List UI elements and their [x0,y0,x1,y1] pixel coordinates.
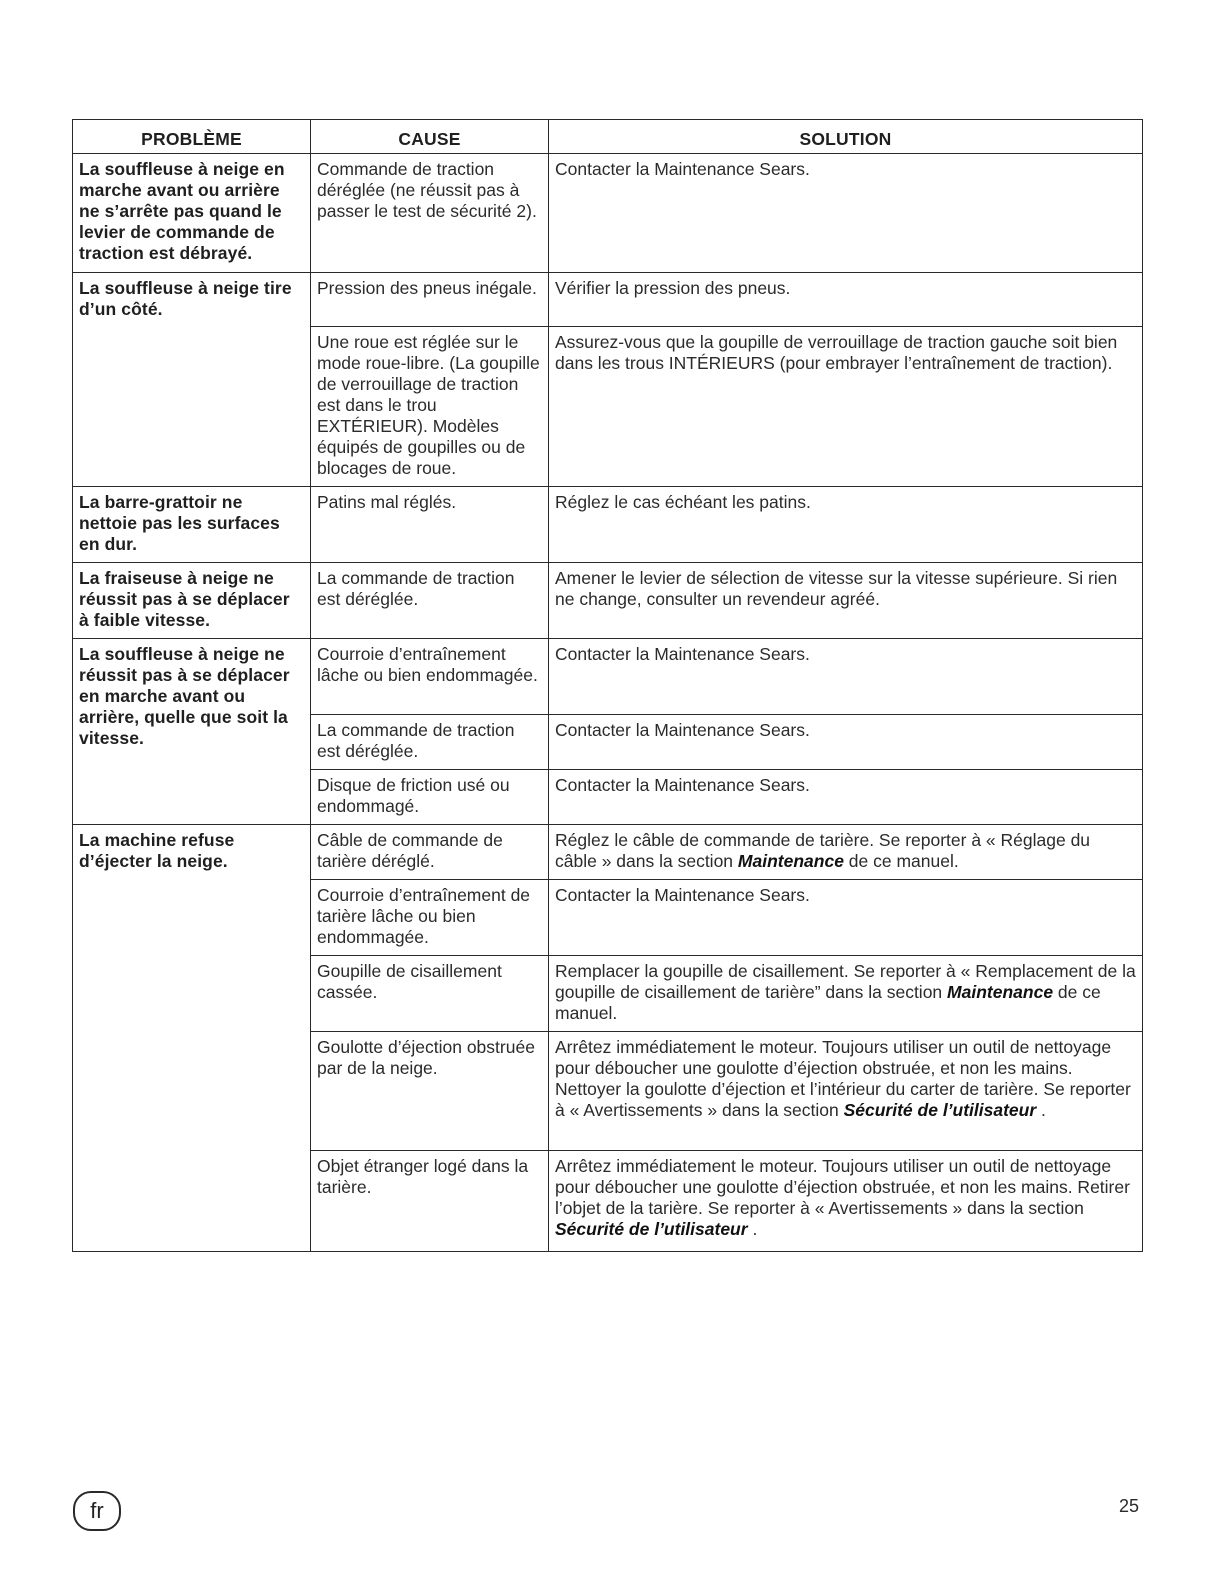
cause-cell: Objet étranger logé dans la tarière. [311,1151,549,1252]
solution-text: Remplacer la goupille de cisaillement. Se reporter à « Remplacement de la goupille de cisaillement de tarière” dans la section [555,961,1136,1002]
cause-cell: Disque de friction usé ou endommagé. [311,770,549,825]
solution-cell: Amener le levier de sélection de vitesse sur la vitesse supérieure. Si rien ne change, consulter un revendeur agréé. [549,563,1143,639]
cause-cell: Patins mal réglés. [311,487,549,563]
problem-cell: La machine refuse d’éjecter la neige. [73,825,311,1252]
solution-cell [549,1032,1143,1151]
header-problem: PROBLÈME [73,120,311,154]
table-row [73,639,1143,715]
solution-cell [549,956,1143,1032]
solution-text: Réglez le câble de commande de tarière. Se reporter à « Réglage du câble » dans la section [555,830,1091,871]
solution-text-end: de ce manuel. [848,851,959,871]
cause-cell: Câble de commande de tarière déréglé. [311,825,549,880]
solution-text: Arrêtez immédiatement le moteur. Toujours utiliser un outil de nettoyage pour déboucher une goulotte d’éjection obstruée, et non les mains. Retirer l’objet de la tarière. Se reporter à « Avertissements » dans la section [555,1156,1130,1218]
cause-cell: La commande de traction est déréglée. [311,563,549,639]
solution-text: Arrêtez immédiatement le moteur. Toujours utiliser un outil de nettoyage pour déboucher une goulotte d’éjection obstruée, et non les mains. Nettoyer la goulotte d’éjection et l’intérieur du carter de tarière. Se reporter à « Avertissements » dans la section [555,1037,1131,1120]
safety-section-ref: Sécurité de l’utilisateur [555,1219,748,1239]
cause-cell: Courroie d’entraînement lâche ou bien endommagée. [311,639,549,715]
solution-cell: Contacter la Maintenance Sears. [549,880,1143,956]
solution-text-end: de ce manuel. [555,982,1101,1023]
solution-cell: Contacter la Maintenance Sears. [549,154,1143,273]
problem-cell: La fraiseuse à neige ne réussit pas à se déplacer à faible vitesse. [73,563,311,639]
language-badge: fr [73,1491,121,1531]
cause-cell: Goupille de cisaillement cassée. [311,956,549,1032]
problem-cell: La souffleuse à neige tire d’un côté. [73,273,311,487]
table-row [73,563,1143,639]
problem-cell: La souffleuse à neige ne réussit pas à se déplacer en marche avant ou arrière, quelle que soit la vitesse. [73,639,311,825]
solution-cell: Contacter la Maintenance Sears. [549,715,1143,770]
solution-cell: Réglez le cas échéant les patins. [549,487,1143,563]
cause-cell: Courroie d’entraînement de tarière lâche ou bien endommagée. [311,880,549,956]
cause-cell: Commande de traction déréglée (ne réussit pas à passer le test de sécurité 2). [311,154,549,273]
header-cause: CAUSE [311,120,549,154]
maintenance-section-ref: Maintenance [737,851,844,871]
problem-cell: La souffleuse à neige en marche avant ou arrière ne s’arrête pas quand le levier de commande de traction est débrayé. [73,154,311,273]
cause-cell: Pression des pneus inégale. [311,273,549,327]
solution-cell: Contacter la Maintenance Sears. [549,770,1143,825]
solution-text-end: . [1041,1100,1046,1120]
solution-cell: Vérifier la pression des pneus. [549,273,1143,327]
cause-cell: La commande de traction est déréglée. [311,715,549,770]
safety-section-ref: Sécurité de l’utilisateur [843,1100,1037,1120]
maintenance-section-ref: Maintenance [947,982,1054,1002]
solution-cell [549,825,1143,880]
solution-cell: Contacter la Maintenance Sears. [549,639,1143,715]
solution-cell: Assurez-vous que la goupille de verrouillage de traction gauche soit bien dans les trous INTÉRIEURS (pour embrayer l’entraînement de traction). [549,327,1143,487]
problem-cell: La barre-grattoir ne nettoie pas les surfaces en dur. [73,487,311,563]
cause-cell: Goulotte d’éjection obstruée par de la neige. [311,1032,549,1151]
page-number: 25 [1118,1496,1139,1516]
table-row [73,825,1143,880]
table-row [73,154,1143,273]
header-solution: SOLUTION [549,120,1143,154]
solution-cell [549,1151,1143,1252]
table-header-row [73,120,1143,154]
solution-text-end: . [752,1219,758,1239]
table-row [73,273,1143,327]
troubleshooting-table [72,119,1143,1252]
table-row [73,487,1143,563]
cause-cell: Une roue est réglée sur le mode roue-libre. (La goupille de verrouillage de traction est dans le trou EXTÉRIEUR). Modèles équipés de goupilles ou de blocages de roue. [311,327,549,487]
